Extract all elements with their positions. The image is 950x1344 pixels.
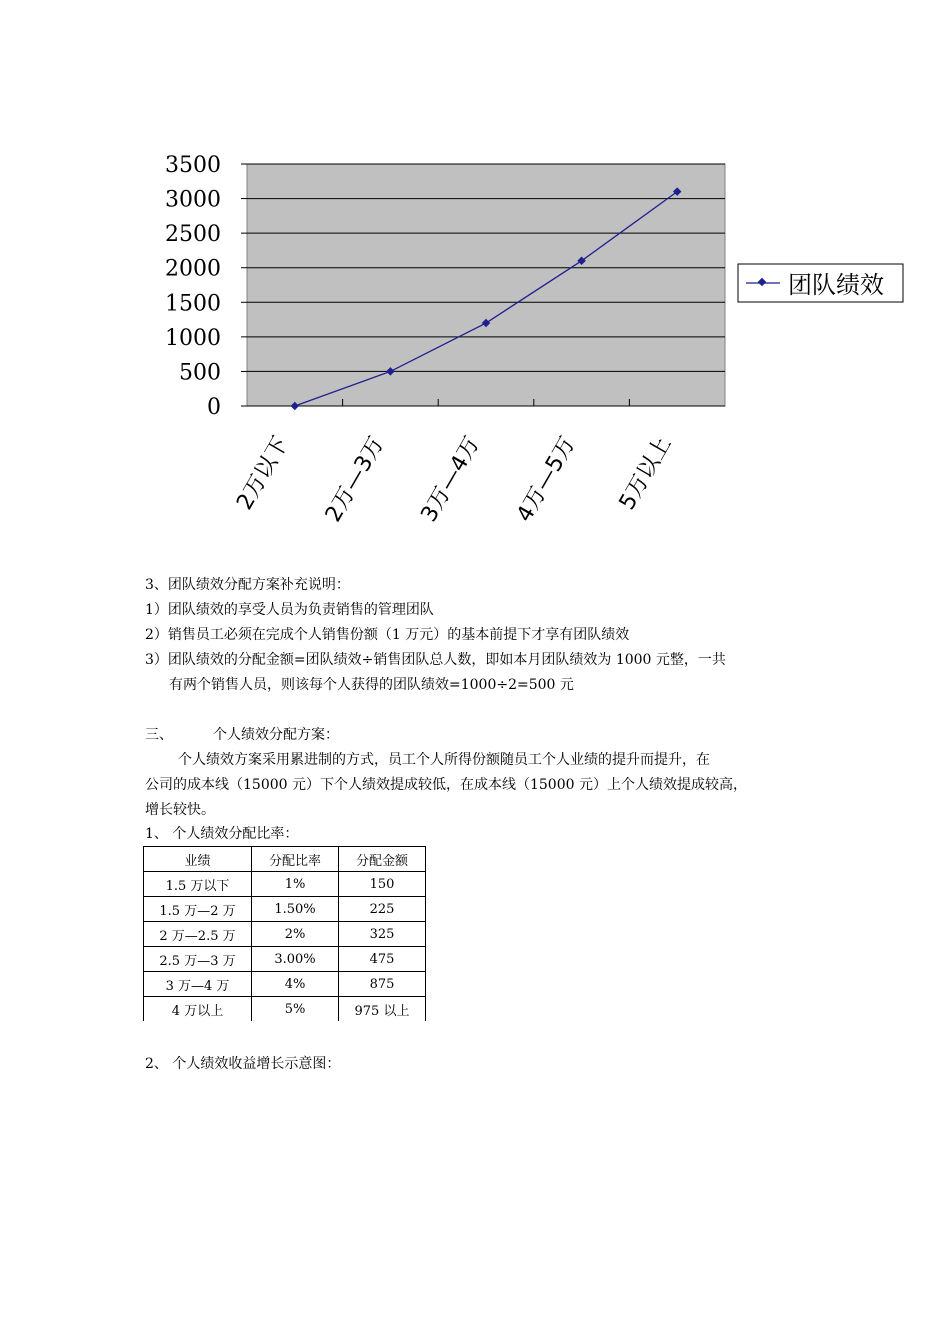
intro-line-3: 增长较快。 bbox=[145, 802, 215, 818]
x-tick-label: 4万—5万 bbox=[512, 432, 581, 527]
table-cell: 2.5 万—3 万 bbox=[144, 947, 252, 972]
plot-area bbox=[247, 164, 725, 406]
intro-line-1: 个人绩效方案采用累进制的方式，员工个人所得份额随员工个人业绩的提升而提升，在 bbox=[178, 752, 710, 768]
performance-rate-table bbox=[143, 846, 426, 1021]
x-axis-ticks bbox=[232, 399, 725, 526]
y-tick-label: 2500 bbox=[165, 222, 221, 248]
table-cell: 475 bbox=[339, 947, 426, 972]
subheading-2: 2、 个人绩效收益增长示意图： bbox=[145, 1056, 341, 1072]
table-row bbox=[144, 947, 426, 972]
table-cell: 225 bbox=[339, 897, 426, 922]
table-row bbox=[144, 897, 426, 922]
y-tick-label: 0 bbox=[207, 395, 221, 420]
x-tick-label: 2万以下 bbox=[232, 432, 294, 515]
part3-number: 三、 bbox=[145, 727, 173, 743]
y-tick-label: 2000 bbox=[165, 256, 221, 282]
table-cell: 1.5 万—2 万 bbox=[144, 897, 252, 922]
section3-heading: 3、团队绩效分配方案补充说明： bbox=[145, 577, 350, 593]
y-tick-label: 1000 bbox=[165, 325, 221, 351]
item-2: 2）销售员工必须在完成个人销售份额（1 万元）的基本前提下才享有团队绩效 bbox=[145, 627, 630, 643]
table-header: 分配金额 bbox=[339, 847, 426, 872]
table-cell: 875 bbox=[339, 972, 426, 997]
part3-title: 个人绩效分配方案： bbox=[213, 727, 339, 743]
table-row bbox=[144, 997, 426, 1022]
table-row bbox=[144, 972, 426, 997]
intro-line-2: 公司的成本线（15000 元）下个人绩效提成较低，在成本线（15000 元）上个人绩效提成较高， bbox=[145, 777, 747, 793]
y-tick-label: 3000 bbox=[165, 187, 221, 213]
table-cell: 3.00% bbox=[252, 947, 339, 972]
table-cell: 5% bbox=[252, 997, 339, 1022]
y-axis-ticks bbox=[165, 153, 247, 420]
table-cell: 1.50% bbox=[252, 897, 339, 922]
table-cell: 2 万—2.5 万 bbox=[144, 922, 252, 947]
team-performance-chart bbox=[150, 150, 920, 540]
table-cell: 150 bbox=[339, 872, 426, 897]
subheading-1: 1、 个人绩效分配比率： bbox=[145, 826, 299, 842]
table-row bbox=[144, 872, 426, 897]
y-tick-label: 500 bbox=[179, 360, 221, 386]
table-cell: 2% bbox=[252, 922, 339, 947]
table-cell: 4 万以上 bbox=[144, 997, 252, 1022]
table-header: 分配比率 bbox=[252, 847, 339, 872]
y-tick-label: 3500 bbox=[165, 153, 221, 178]
legend-label: 团队绩效 bbox=[788, 271, 884, 299]
item-3-continued: 有两个销售人员，则该每个人获得的团队绩效=1000÷2=500 元 bbox=[169, 677, 574, 693]
item-3: 3）团队绩效的分配金额=团队绩效÷销售团队总人数，即如本月团队绩效为 1000 元整，一共 bbox=[145, 652, 726, 668]
table-row bbox=[144, 922, 426, 947]
table-cell: 1% bbox=[252, 872, 339, 897]
table-header-row bbox=[144, 847, 426, 872]
table-cell: 325 bbox=[339, 922, 426, 947]
y-tick-label: 1500 bbox=[165, 291, 221, 317]
table-cell: 975 以上 bbox=[339, 997, 426, 1022]
table-header: 业绩 bbox=[144, 847, 252, 872]
x-tick-label: 2万—3万 bbox=[320, 432, 390, 527]
table-cell: 1.5 万以下 bbox=[144, 872, 252, 897]
x-tick-label: 3万—4万 bbox=[416, 432, 486, 527]
x-tick-label: 5万以上 bbox=[614, 432, 677, 515]
table-cell: 3 万—4 万 bbox=[144, 972, 252, 997]
item-1: 1）团队绩效的享受人员为负责销售的管理团队 bbox=[145, 602, 434, 618]
table-cell: 4% bbox=[252, 972, 339, 997]
legend bbox=[738, 264, 903, 302]
